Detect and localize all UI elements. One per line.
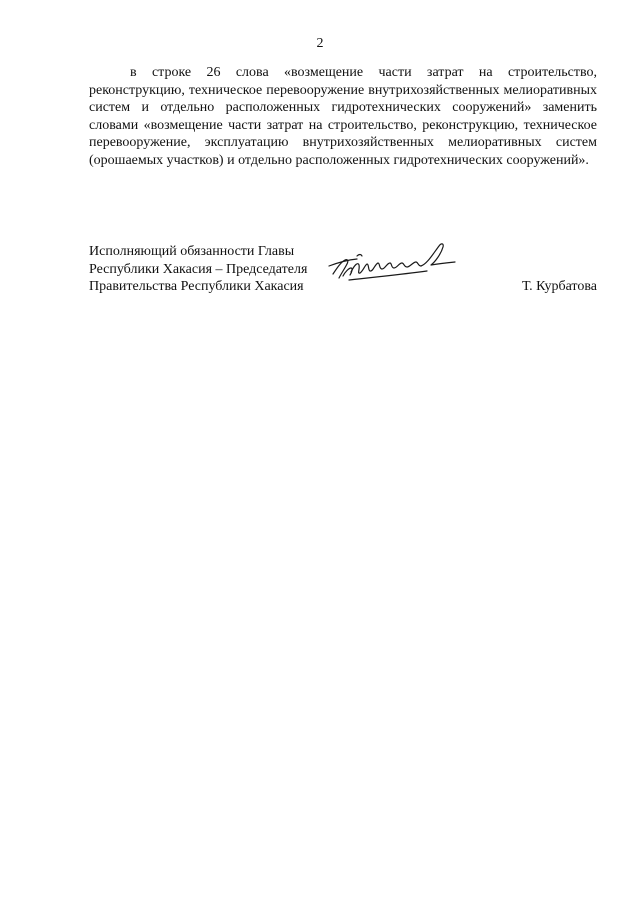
signer-position bbox=[89, 243, 307, 296]
amendment-paragraph: в строке 26 слова «возмещение части затрат на строительство, реконструкцию, техническое перевооружение внутрихозяйственных мелиоративных систем и отдельно расположенных гидротехнических сооружений» заменить словами «возмещение части затрат на строительство, реконструкцию, техническое перевооружение, эксплуатацию внутрихозяйственных мелиоративных систем (орошаемых участков) и отдельно расположенных гидротехнических сооружений». bbox=[89, 65, 597, 168]
signer-position-line: Исполняющий обязанности Главы bbox=[89, 244, 295, 259]
signer-position-line: Правительства Республики Хакасия bbox=[89, 279, 304, 295]
page-number: 2 bbox=[316, 36, 324, 51]
signature-block bbox=[89, 243, 597, 303]
signer-name: Т. Курбатова bbox=[522, 279, 597, 294]
signer-position-line: Республики Хакасия – Председателя bbox=[89, 261, 308, 277]
handwritten-signature bbox=[327, 238, 467, 288]
